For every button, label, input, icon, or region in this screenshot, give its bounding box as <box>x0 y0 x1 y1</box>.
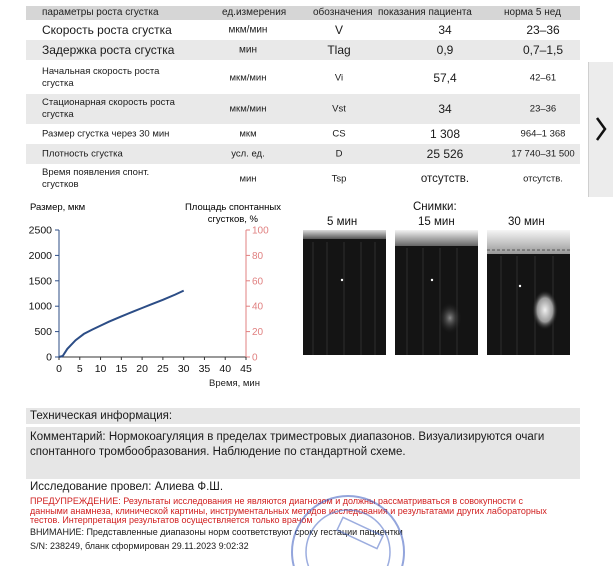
snapshot-label-30: 30 мин <box>508 216 545 228</box>
param-norm: 42–61 <box>529 72 557 84</box>
table-row <box>26 40 580 60</box>
header-norm: норма 5 нед <box>504 7 561 18</box>
param-symbol: Vi <box>334 72 344 84</box>
param-unit: мкм/мин <box>228 24 268 36</box>
snapshot-15min <box>395 230 478 355</box>
param-name: Задержка роста сгустка <box>42 43 175 57</box>
param-unit: мкм/мин <box>229 103 267 115</box>
chart-y2label-line2: сгустков, % <box>207 214 258 225</box>
y2-tick-label: 40 <box>252 301 264 313</box>
header-symbol: обозначения <box>313 7 373 18</box>
side-page-button[interactable] <box>588 62 613 197</box>
param-value: 1 308 <box>429 127 461 141</box>
param-norm: отсутств. <box>523 173 563 185</box>
header-param: параметры роста сгустка <box>42 7 159 18</box>
param-value: 0,9 <box>436 43 454 57</box>
x-tick-label: 0 <box>56 363 62 375</box>
chart-ylabel: Размер, мкм <box>30 202 86 213</box>
comment-box <box>26 427 580 479</box>
table-row <box>26 144 580 164</box>
y-tick-label: 1500 <box>28 275 52 288</box>
chart-xlabel: Время, мин <box>209 378 260 389</box>
param-symbol: Tlag <box>327 43 351 57</box>
param-value: отсутств. <box>420 173 470 185</box>
param-norm: 23–36 <box>529 103 557 115</box>
warning-text: ПРЕДУПРЕЖДЕНИЕ: Результаты исследования не являются диагнозом и должны рассматриваться в совокупности с данными анамнеза, клинической картины, инструментальных методов исследования и результатами других лабораторных тестов. Интерпретация результатов осуществляется только врачом <box>30 496 547 525</box>
snapshot-5min <box>303 230 386 355</box>
x-tick-label: 20 <box>136 363 148 375</box>
param-symbol: D <box>335 148 343 160</box>
x-tick-label: 45 <box>240 363 252 375</box>
param-name: Время появления спонт. сгустков <box>42 167 150 190</box>
tech-info-title: Техническая информация: <box>30 410 173 422</box>
table-row <box>26 20 580 40</box>
param-value: 34 <box>438 102 452 116</box>
param-symbol: Tsp <box>331 173 347 185</box>
y-tick-label: 500 <box>34 326 52 339</box>
x-tick-label: 25 <box>157 363 169 375</box>
snapshot-30min <box>487 230 570 355</box>
y2-tick-label: 100 <box>252 225 269 237</box>
param-value: 57,4 <box>433 71 457 85</box>
stamp-seal <box>288 486 418 566</box>
param-norm: 23–36 <box>526 23 560 37</box>
param-symbol: V <box>334 23 343 37</box>
header-unit: ед.измерения <box>222 7 287 18</box>
y2-tick-label: 60 <box>252 276 264 288</box>
chart-y2label-line1: Площадь спонтанных <box>184 202 281 213</box>
clot-growth-chart <box>0 196 300 396</box>
x-tick-label: 15 <box>115 363 128 375</box>
y-tick-label: 2500 <box>28 224 52 237</box>
param-name: Плотность сгустка <box>42 148 123 160</box>
table-row <box>26 62 580 94</box>
param-norm: 17 740–31 500 <box>511 148 575 160</box>
table-row <box>26 124 580 144</box>
param-unit: мкм/мин <box>229 72 267 84</box>
param-norm: 964–1 368 <box>520 128 566 140</box>
y2-tick-label: 0 <box>252 352 258 364</box>
param-unit: мкм <box>239 128 257 140</box>
param-name: Стационарная скорость роста сгустка <box>42 97 175 120</box>
performed-by: Исследование провел: Алиева Ф.Ш. <box>30 481 224 493</box>
table-row <box>26 164 580 194</box>
tech-info-header <box>26 408 580 424</box>
snapshots-title: Снимки: <box>413 201 457 213</box>
param-unit: усл. ед. <box>231 148 265 160</box>
x-tick-label: 35 <box>198 363 211 375</box>
table-row <box>26 94 580 124</box>
param-unit: мин <box>239 173 257 185</box>
chevron-right-icon <box>589 62 613 197</box>
param-unit: мин <box>239 44 257 56</box>
param-symbol: Vst <box>332 103 346 115</box>
param-name: Скорость роста сгустка <box>42 23 172 37</box>
clot-size-line <box>59 291 184 357</box>
y2-tick-label: 80 <box>252 250 264 262</box>
param-value: 25 526 <box>426 147 464 161</box>
serial-number: S/N: 238249, бланк сформирован 29.11.2023 9:02:32 <box>30 541 249 551</box>
snapshot-label-5: 5 мин <box>327 216 358 228</box>
table-header <box>26 6 580 20</box>
header-value: показания пациента <box>378 7 472 18</box>
snapshot-label-15: 15 мин <box>418 216 455 228</box>
param-norm: 0,7–1,5 <box>522 43 564 57</box>
y-tick-label: 0 <box>46 351 52 364</box>
comment-text: Комментарий: Нормокоагуляция в пределах триместровых диапазонов. Визуализируются очаги спонтанного тромбообразования. Наблюдение по стандартной схеме. <box>30 431 545 458</box>
y2-tick-label: 20 <box>252 327 264 339</box>
param-value: 34 <box>438 23 452 37</box>
param-name: Начальная скорость роста сгустка <box>42 66 160 89</box>
x-tick-label: 10 <box>94 363 107 375</box>
y-tick-label: 2000 <box>28 249 52 262</box>
param-symbol: CS <box>332 128 346 140</box>
x-tick-label: 5 <box>76 363 83 375</box>
notice-text: ВНИМАНИЕ: Представленные диапазоны норм соответствуют сроку гестации пациентки <box>30 527 403 537</box>
param-name: Размер сгустка через 30 мин <box>42 128 170 140</box>
x-tick-label: 40 <box>219 363 232 375</box>
x-tick-label: 30 <box>177 363 190 375</box>
y-tick-label: 1000 <box>28 300 52 313</box>
